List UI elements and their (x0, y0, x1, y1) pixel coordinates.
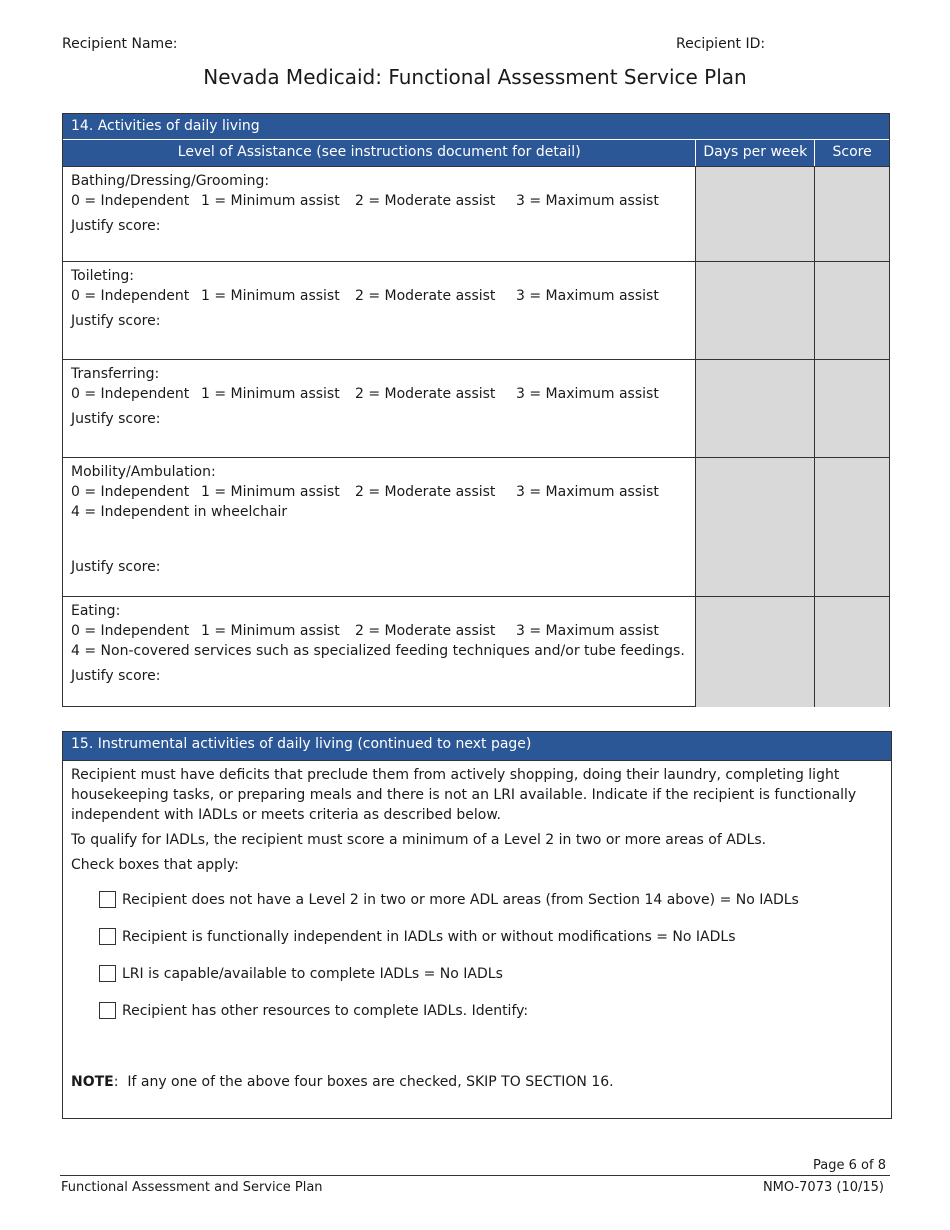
checkbox-label: Recipient is functionally independent in IADLs with or without modifications = No IADLs (122, 929, 736, 945)
justify-score-label: Justify score: (71, 411, 161, 427)
adl-row-toileting (63, 261, 889, 359)
adl-row-transferring (63, 359, 889, 457)
score-cell[interactable] (814, 597, 889, 707)
section-15-qualify: To qualify for IADLs, the recipient must score a minimum of a Level 2 in two or more areas of ADLs. (71, 832, 767, 848)
checkbox-row-lri-capable (99, 949, 883, 986)
days-per-week-cell[interactable] (695, 167, 814, 261)
checkbox-other-resources[interactable] (99, 1002, 116, 1019)
score-cell[interactable] (814, 360, 889, 457)
days-per-week-cell[interactable] (695, 458, 814, 596)
assist-scale-extra: 4 = Non-covered services such as specialized feeding techniques and/or tube feedings. (71, 643, 685, 659)
assist-scale: 0 = Independent 1 = Minimum assist 2 = Moderate assist 3 = Maximum assist (71, 386, 659, 402)
assist-scale: 0 = Independent 1 = Minimum assist 2 = Moderate assist 3 = Maximum assist (71, 484, 659, 500)
checkbox-label: Recipient has other resources to complete IADLs. Identify: (122, 1003, 529, 1019)
page-title: Nevada Medicaid: Functional Assessment Service Plan (203, 65, 747, 89)
checkbox-lri-capable[interactable] (99, 965, 116, 982)
adl-name: Eating: (71, 603, 121, 619)
checkbox-functionally-independent[interactable] (99, 928, 116, 945)
recipient-name-label: Recipient Name: (62, 36, 178, 52)
justify-score-label: Justify score: (71, 218, 161, 234)
justify-score-label: Justify score: (71, 668, 161, 684)
adl-name: Toileting: (71, 268, 134, 284)
days-per-week-cell[interactable] (695, 360, 814, 457)
section-14-column-headers (63, 140, 889, 166)
section-15-box (62, 731, 892, 1119)
footer-divider (60, 1175, 890, 1176)
justify-score-label: Justify score: (71, 313, 161, 329)
score-cell[interactable] (814, 167, 889, 261)
assist-scale-extra: 4 = Independent in wheelchair (71, 504, 288, 520)
adl-name: Transferring: (71, 366, 160, 382)
assist-scale: 0 = Independent 1 = Minimum assist 2 = Moderate assist 3 = Maximum assist (71, 193, 659, 209)
score-cell[interactable] (814, 458, 889, 596)
days-per-week-cell[interactable] (695, 262, 814, 359)
note-label: NOTE (71, 1074, 114, 1090)
justify-score-label: Justify score: (71, 559, 161, 575)
section-15-title: 15. Instrumental activities of daily living (continued to next page) (63, 732, 891, 761)
adl-name: Bathing/Dressing/Grooming: (71, 173, 270, 189)
checkbox-row-functionally-independent (99, 912, 883, 949)
recipient-id-label: Recipient ID: (676, 36, 766, 52)
days-per-week-cell[interactable] (695, 597, 814, 707)
column-days-per-week: Days per week (695, 140, 814, 166)
checkbox-row-other-resources (99, 986, 883, 1023)
footer-form-name: Functional Assessment and Service Plan (61, 1180, 323, 1195)
checkbox-label: Recipient does not have a Level 2 in two or more ADL areas (from Section 14 above) = No IADLs (122, 892, 799, 908)
section-15-intro: Recipient must have deficits that preclude them from actively shopping, doing their laundry, completing light housekeeping tasks, or preparing meals and there is not an LRI available. Indicate if the recipient is functionally independent with IADLs or meets criteria as described below. (71, 767, 857, 823)
assist-scale: 0 = Independent 1 = Minimum assist 2 = Moderate assist 3 = Maximum assist (71, 623, 659, 639)
column-level-of-assistance: Level of Assistance (see instructions document for detail) (177, 144, 581, 160)
column-score: Score (814, 140, 889, 166)
footer-form-number: NMO-7073 (10/15) (762, 1180, 884, 1195)
check-boxes-prompt: Check boxes that apply: (71, 857, 239, 873)
section-14-title: 14. Activities of daily living (63, 114, 889, 140)
note-text: If any one of the above four boxes are checked, SKIP TO SECTION 16. (127, 1074, 614, 1090)
checkbox-row-no-level-2 (99, 875, 883, 912)
checkbox-no-level-2[interactable] (99, 891, 116, 908)
assist-scale: 0 = Independent 1 = Minimum assist 2 = Moderate assist 3 = Maximum assist (71, 288, 659, 304)
adl-row-bathing (63, 166, 889, 261)
adl-name: Mobility/Ambulation: (71, 464, 216, 480)
score-cell[interactable] (814, 262, 889, 359)
adl-row-eating (63, 596, 889, 707)
page-number: Page 6 of 8 (813, 1158, 886, 1173)
checkbox-label: LRI is capable/available to complete IADLs = No IADLs (122, 966, 503, 982)
section-14-table (62, 113, 890, 707)
section-15-note: NOTE: If any one of the above four boxes are checked, SKIP TO SECTION 16. (71, 1074, 614, 1090)
adl-row-mobility (63, 457, 889, 596)
